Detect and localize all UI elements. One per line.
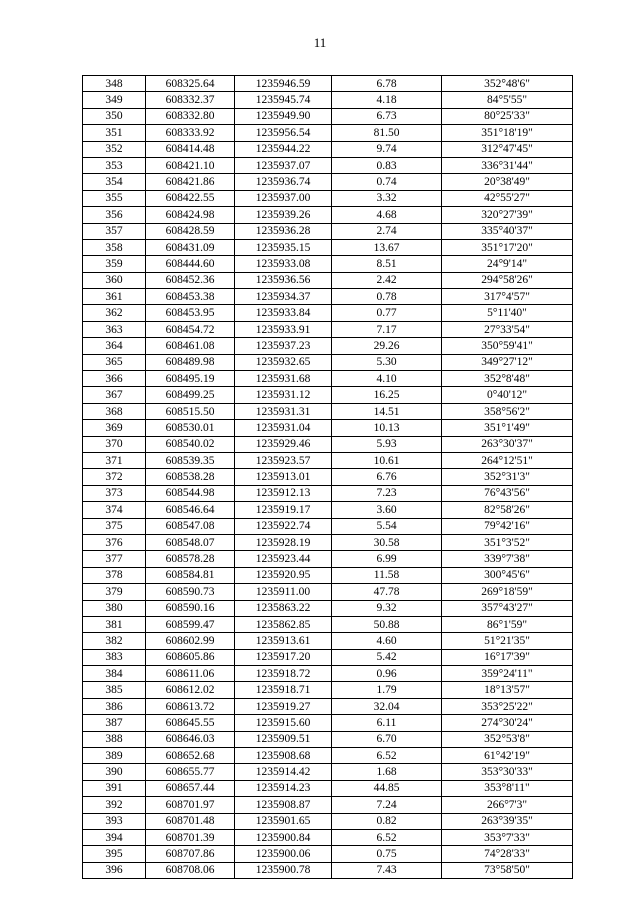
distance-cell: 7.24 [332,797,442,813]
bearing-cell: 61°42'19" [442,748,573,764]
bearing-cell: 16°17'39" [442,649,573,665]
table-row [83,551,573,567]
x-coordinate-cell: 608332.80 [146,108,235,124]
distance-cell: 11.58 [332,567,442,583]
y-coordinate-cell: 1235908.68 [235,748,332,764]
x-coordinate-cell: 608602.99 [146,633,235,649]
y-coordinate-cell: 1235922.74 [235,518,332,534]
y-coordinate-cell: 1235934.37 [235,289,332,305]
table-row [83,534,573,550]
table-row [83,354,573,370]
table-row [83,436,573,452]
table-row [83,92,573,108]
table-row [83,452,573,468]
table-row [83,813,573,829]
y-coordinate-cell: 1235936.28 [235,223,332,239]
x-coordinate-cell: 608422.55 [146,190,235,206]
distance-cell: 1.79 [332,682,442,698]
x-coordinate-cell: 608707.86 [146,846,235,862]
y-coordinate-cell: 1235863.22 [235,600,332,616]
x-coordinate-cell: 608652.68 [146,748,235,764]
table-row [83,600,573,616]
table-row [83,780,573,796]
bearing-cell: 358°56'2" [442,403,573,419]
table-row [83,666,573,682]
table-row [83,76,573,92]
table-row [83,584,573,600]
table-row [83,272,573,288]
bearing-cell: 300°45'6" [442,567,573,583]
x-coordinate-cell: 608332.37 [146,92,235,108]
y-coordinate-cell: 1235909.51 [235,731,332,747]
point-number-cell: 389 [83,748,146,764]
bearing-cell: 320°27'39" [442,207,573,223]
y-coordinate-cell: 1235900.06 [235,846,332,862]
x-coordinate-cell: 608424.98 [146,207,235,223]
table-row [83,698,573,714]
x-coordinate-cell: 608453.38 [146,289,235,305]
distance-cell: 30.58 [332,534,442,550]
x-coordinate-cell: 608454.72 [146,321,235,337]
bearing-cell: 350°59'41" [442,338,573,354]
x-coordinate-cell: 608540.02 [146,436,235,452]
x-coordinate-cell: 608584.81 [146,567,235,583]
point-number-cell: 383 [83,649,146,665]
distance-cell: 6.76 [332,469,442,485]
bearing-cell: 269°18'59" [442,584,573,600]
point-number-cell: 354 [83,174,146,190]
table-row [83,125,573,141]
x-coordinate-cell: 608428.59 [146,223,235,239]
point-number-cell: 393 [83,813,146,829]
table-row [83,174,573,190]
bearing-cell: 353°7'33" [442,829,573,845]
distance-cell: 9.74 [332,141,442,157]
distance-cell: 3.32 [332,190,442,206]
y-coordinate-cell: 1235912.13 [235,485,332,501]
y-coordinate-cell: 1235917.20 [235,649,332,665]
point-number-cell: 357 [83,223,146,239]
distance-cell: 0.83 [332,157,442,173]
x-coordinate-cell: 608461.08 [146,338,235,354]
table-row [83,289,573,305]
table-body [83,76,573,879]
distance-cell: 10.61 [332,452,442,468]
bearing-cell: 353°8'11" [442,780,573,796]
point-number-cell: 360 [83,272,146,288]
y-coordinate-cell: 1235933.84 [235,305,332,321]
distance-cell: 50.88 [332,616,442,632]
bearing-cell: 18°13'57" [442,682,573,698]
distance-cell: 5.54 [332,518,442,534]
x-coordinate-cell: 608544.98 [146,485,235,501]
table-row [83,239,573,255]
point-number-cell: 382 [83,633,146,649]
bearing-cell: 351°1'49" [442,420,573,436]
point-number-cell: 359 [83,256,146,272]
table-row [83,682,573,698]
x-coordinate-cell: 608547.08 [146,518,235,534]
table-row [83,633,573,649]
table-row [83,731,573,747]
point-number-cell: 374 [83,502,146,518]
point-number-cell: 395 [83,846,146,862]
distance-cell: 44.85 [332,780,442,796]
x-coordinate-cell: 608599.47 [146,616,235,632]
y-coordinate-cell: 1235913.01 [235,469,332,485]
point-number-cell: 358 [83,239,146,255]
table-row [83,403,573,419]
y-coordinate-cell: 1235936.74 [235,174,332,190]
coordinates-table [82,75,573,879]
bearing-cell: 352°48'6" [442,76,573,92]
table-row [83,207,573,223]
bearing-cell: 352°8'48" [442,371,573,387]
bearing-cell: 339°7'38" [442,551,573,567]
table-row [83,338,573,354]
x-coordinate-cell: 608431.09 [146,239,235,255]
x-coordinate-cell: 608333.92 [146,125,235,141]
bearing-cell: 335°40'37" [442,223,573,239]
bearing-cell: 294°58'26" [442,272,573,288]
y-coordinate-cell: 1235919.17 [235,502,332,518]
bearing-cell: 336°31'44" [442,157,573,173]
bearing-cell: 5°11'40" [442,305,573,321]
distance-cell: 6.52 [332,748,442,764]
distance-cell: 1.68 [332,764,442,780]
bearing-cell: 27°33'54" [442,321,573,337]
bearing-cell: 263°39'35" [442,813,573,829]
y-coordinate-cell: 1235914.42 [235,764,332,780]
y-coordinate-cell: 1235901.65 [235,813,332,829]
distance-cell: 6.70 [332,731,442,747]
bearing-cell: 312°47'45" [442,141,573,157]
x-coordinate-cell: 608444.60 [146,256,235,272]
x-coordinate-cell: 608421.10 [146,157,235,173]
point-number-cell: 371 [83,452,146,468]
x-coordinate-cell: 608421.86 [146,174,235,190]
y-coordinate-cell: 1235956.54 [235,125,332,141]
point-number-cell: 376 [83,534,146,550]
distance-cell: 29.26 [332,338,442,354]
bearing-cell: 79°42'16" [442,518,573,534]
y-coordinate-cell: 1235919.27 [235,698,332,714]
x-coordinate-cell: 608578.28 [146,551,235,567]
table-row [83,502,573,518]
y-coordinate-cell: 1235931.31 [235,403,332,419]
point-number-cell: 384 [83,666,146,682]
distance-cell: 13.67 [332,239,442,255]
bearing-cell: 86°1'59" [442,616,573,632]
x-coordinate-cell: 608611.06 [146,666,235,682]
point-number-cell: 363 [83,321,146,337]
point-number-cell: 361 [83,289,146,305]
point-number-cell: 370 [83,436,146,452]
point-number-cell: 350 [83,108,146,124]
y-coordinate-cell: 1235908.87 [235,797,332,813]
bearing-cell: 0°40'12" [442,387,573,403]
distance-cell: 4.10 [332,371,442,387]
bearing-cell: 73°58'50" [442,862,573,878]
y-coordinate-cell: 1235937.07 [235,157,332,173]
bearing-cell: 351°18'19" [442,125,573,141]
bearing-cell: 24°9'14" [442,256,573,272]
bearing-cell: 51°21'35" [442,633,573,649]
x-coordinate-cell: 608590.16 [146,600,235,616]
y-coordinate-cell: 1235923.44 [235,551,332,567]
table-row [83,256,573,272]
point-number-cell: 380 [83,600,146,616]
point-number-cell: 385 [83,682,146,698]
x-coordinate-cell: 608612.02 [146,682,235,698]
x-coordinate-cell: 608701.97 [146,797,235,813]
distance-cell: 2.74 [332,223,442,239]
x-coordinate-cell: 608325.64 [146,76,235,92]
table-row [83,387,573,403]
y-coordinate-cell: 1235911.00 [235,584,332,600]
distance-cell: 8.51 [332,256,442,272]
bearing-cell: 42°55'27" [442,190,573,206]
y-coordinate-cell: 1235923.57 [235,452,332,468]
bearing-cell: 351°17'20" [442,239,573,255]
bearing-cell: 351°3'52" [442,534,573,550]
x-coordinate-cell: 608414.48 [146,141,235,157]
point-number-cell: 390 [83,764,146,780]
point-number-cell: 368 [83,403,146,419]
y-coordinate-cell: 1235949.90 [235,108,332,124]
point-number-cell: 387 [83,715,146,731]
table-row [83,190,573,206]
point-number-cell: 392 [83,797,146,813]
point-number-cell: 355 [83,190,146,206]
y-coordinate-cell: 1235920.95 [235,567,332,583]
point-number-cell: 369 [83,420,146,436]
x-coordinate-cell: 608708.06 [146,862,235,878]
x-coordinate-cell: 608452.36 [146,272,235,288]
bearing-cell: 74°28'33" [442,846,573,862]
table-row [83,223,573,239]
bearing-cell: 353°30'33" [442,764,573,780]
distance-cell: 0.78 [332,289,442,305]
table-row [83,321,573,337]
y-coordinate-cell: 1235929.46 [235,436,332,452]
distance-cell: 6.52 [332,829,442,845]
x-coordinate-cell: 608701.48 [146,813,235,829]
bearing-cell: 317°4'57" [442,289,573,305]
point-number-cell: 388 [83,731,146,747]
point-number-cell: 377 [83,551,146,567]
distance-cell: 7.23 [332,485,442,501]
y-coordinate-cell: 1235900.78 [235,862,332,878]
distance-cell: 32.04 [332,698,442,714]
bearing-cell: 76°43'56" [442,485,573,501]
distance-cell: 9.32 [332,600,442,616]
y-coordinate-cell: 1235918.72 [235,666,332,682]
x-coordinate-cell: 608605.86 [146,649,235,665]
x-coordinate-cell: 608645.55 [146,715,235,731]
x-coordinate-cell: 608546.64 [146,502,235,518]
x-coordinate-cell: 608453.95 [146,305,235,321]
table-row [83,862,573,878]
bearing-cell: 353°25'22" [442,698,573,714]
point-number-cell: 362 [83,305,146,321]
distance-cell: 6.73 [332,108,442,124]
x-coordinate-cell: 608489.98 [146,354,235,370]
x-coordinate-cell: 608646.03 [146,731,235,747]
y-coordinate-cell: 1235936.56 [235,272,332,288]
distance-cell: 5.93 [332,436,442,452]
y-coordinate-cell: 1235944.22 [235,141,332,157]
bearing-cell: 359°24'11" [442,666,573,682]
table-row [83,157,573,173]
y-coordinate-cell: 1235945.74 [235,92,332,108]
table-row [83,518,573,534]
distance-cell: 0.96 [332,666,442,682]
bearing-cell: 352°31'3" [442,469,573,485]
bearing-cell: 349°27'12" [442,354,573,370]
point-number-cell: 394 [83,829,146,845]
distance-cell: 4.60 [332,633,442,649]
x-coordinate-cell: 608548.07 [146,534,235,550]
distance-cell: 5.42 [332,649,442,665]
distance-cell: 0.74 [332,174,442,190]
point-number-cell: 348 [83,76,146,92]
y-coordinate-cell: 1235931.68 [235,371,332,387]
y-coordinate-cell: 1235931.04 [235,420,332,436]
y-coordinate-cell: 1235946.59 [235,76,332,92]
distance-cell: 0.75 [332,846,442,862]
y-coordinate-cell: 1235915.60 [235,715,332,731]
distance-cell: 47.78 [332,584,442,600]
table-row [83,797,573,813]
point-number-cell: 375 [83,518,146,534]
distance-cell: 3.60 [332,502,442,518]
table-row [83,829,573,845]
x-coordinate-cell: 608590.73 [146,584,235,600]
point-number-cell: 365 [83,354,146,370]
distance-cell: 0.77 [332,305,442,321]
y-coordinate-cell: 1235862.85 [235,616,332,632]
point-number-cell: 349 [83,92,146,108]
y-coordinate-cell: 1235932.65 [235,354,332,370]
point-number-cell: 352 [83,141,146,157]
distance-cell: 4.68 [332,207,442,223]
distance-cell: 7.43 [332,862,442,878]
point-number-cell: 364 [83,338,146,354]
bearing-cell: 263°30'37" [442,436,573,452]
table-row [83,649,573,665]
table-row [83,715,573,731]
x-coordinate-cell: 608515.50 [146,403,235,419]
bearing-cell: 80°25'33" [442,108,573,124]
x-coordinate-cell: 608538.28 [146,469,235,485]
bearing-cell: 84°5'55" [442,92,573,108]
distance-cell: 16.25 [332,387,442,403]
distance-cell: 6.99 [332,551,442,567]
x-coordinate-cell: 608530.01 [146,420,235,436]
distance-cell: 4.18 [332,92,442,108]
point-number-cell: 366 [83,371,146,387]
x-coordinate-cell: 608613.72 [146,698,235,714]
distance-cell: 7.17 [332,321,442,337]
y-coordinate-cell: 1235900.84 [235,829,332,845]
point-number-cell: 396 [83,862,146,878]
point-number-cell: 391 [83,780,146,796]
y-coordinate-cell: 1235928.19 [235,534,332,550]
point-number-cell: 381 [83,616,146,632]
point-number-cell: 378 [83,567,146,583]
point-number-cell: 372 [83,469,146,485]
distance-cell: 14.51 [332,403,442,419]
y-coordinate-cell: 1235937.23 [235,338,332,354]
distance-cell: 81.50 [332,125,442,141]
x-coordinate-cell: 608655.77 [146,764,235,780]
table-row [83,108,573,124]
bearing-cell: 264°12'51" [442,452,573,468]
y-coordinate-cell: 1235918.71 [235,682,332,698]
bearing-cell: 352°53'8" [442,731,573,747]
y-coordinate-cell: 1235931.12 [235,387,332,403]
table-row [83,748,573,764]
y-coordinate-cell: 1235913.61 [235,633,332,649]
table-row [83,485,573,501]
point-number-cell: 386 [83,698,146,714]
x-coordinate-cell: 608701.39 [146,829,235,845]
y-coordinate-cell: 1235939.26 [235,207,332,223]
table-row [83,567,573,583]
x-coordinate-cell: 608539.35 [146,452,235,468]
point-number-cell: 373 [83,485,146,501]
point-number-cell: 356 [83,207,146,223]
point-number-cell: 351 [83,125,146,141]
y-coordinate-cell: 1235937.00 [235,190,332,206]
distance-cell: 10.13 [332,420,442,436]
x-coordinate-cell: 608499.25 [146,387,235,403]
table-row [83,141,573,157]
y-coordinate-cell: 1235933.91 [235,321,332,337]
bearing-cell: 82°58'26" [442,502,573,518]
y-coordinate-cell: 1235935.15 [235,239,332,255]
table-row [83,846,573,862]
table-row [83,764,573,780]
point-number-cell: 353 [83,157,146,173]
bearing-cell: 357°43'27" [442,600,573,616]
bearing-cell: 20°38'49" [442,174,573,190]
table-row [83,305,573,321]
y-coordinate-cell: 1235914.23 [235,780,332,796]
table-row [83,371,573,387]
point-number-cell: 379 [83,584,146,600]
distance-cell: 2.42 [332,272,442,288]
bearing-cell: 274°30'24" [442,715,573,731]
table-row [83,616,573,632]
y-coordinate-cell: 1235933.08 [235,256,332,272]
bearing-cell: 266°7'3" [442,797,573,813]
page-number: 11 [313,35,327,50]
distance-cell: 6.11 [332,715,442,731]
x-coordinate-cell: 608657.44 [146,780,235,796]
x-coordinate-cell: 608495.19 [146,371,235,387]
distance-cell: 5.30 [332,354,442,370]
distance-cell: 6.78 [332,76,442,92]
point-number-cell: 367 [83,387,146,403]
table-row [83,469,573,485]
distance-cell: 0.82 [332,813,442,829]
table-row [83,420,573,436]
